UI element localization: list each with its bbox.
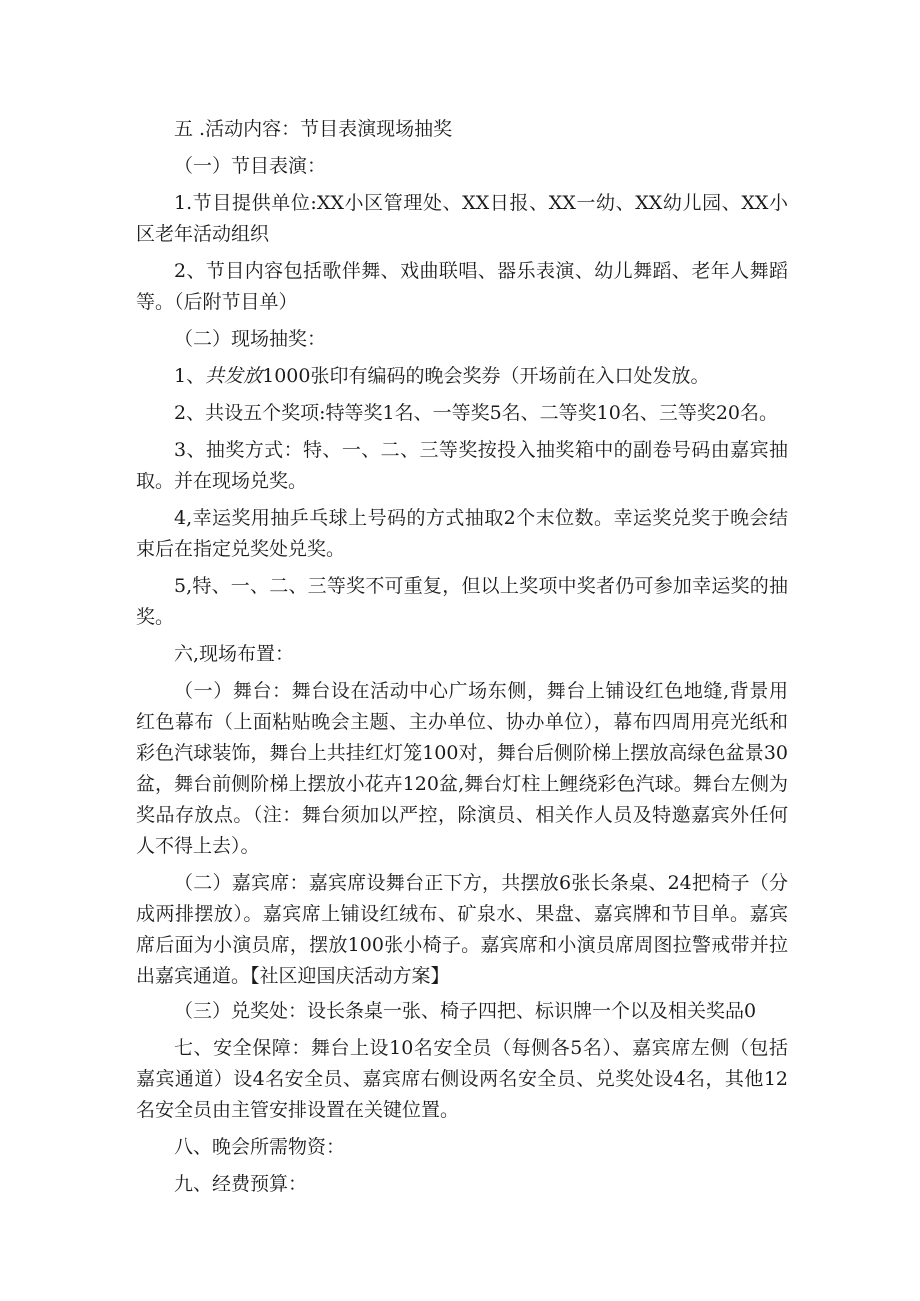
section-heading-activity-content: 五 .活动内容：节目表演现场抽奖: [174, 118, 453, 140]
document-body: [136, 114, 788, 1200]
paragraph-guest-seating: （二）嘉宾席：嘉宾席设舞台正下方，共摆放6张长条桌、24把椅子（分成两排摆放）。嘉宾席上铺设红绒布、矿泉水、果盘、嘉宾牌和节目单。嘉宾席后面为小演员席，摆放100张小椅子。嘉宾席和小演员席周图拉警戒带并拉出嘉宾通道。【社区迎国庆活动方案】: [136, 872, 788, 987]
subheading-lottery: （二）现场抽奖：: [174, 328, 327, 350]
subheading-performance: （一）节目表演：: [174, 155, 327, 177]
ticket-text: 1000张印有编码的晚会奖券（开场前在入口处发放。: [262, 365, 710, 387]
section-heading-site-layout: 六,现场布置：: [174, 643, 295, 665]
paragraph-program-content: 2、节目内容包括歌伴舞、戏曲联唱、器乐表演、幼儿舞蹈、老年人舞蹈等。（后附节目单）: [136, 260, 788, 313]
paragraph-lucky-prize: 4,幸运奖用抽乒乓球上号码的方式抽取2个末位数。幸运奖兑奖于晚会结束后在指定兑奖处兑奖。: [136, 507, 788, 560]
ticket-italic-text: 共发放: [205, 365, 263, 387]
section-heading-supplies: 八、晚会所需物资：: [174, 1136, 346, 1158]
paragraph-prize-levels: 2、共设五个奖项:特等奖1名、一等奖5名、二等奖10名、三等奖20名。: [174, 402, 779, 424]
paragraph-lottery-tickets: [136, 361, 788, 392]
paragraph-security: 七、安全保障：舞台上设10名安全员（每侧各5名）、嘉宾席左侧（包括嘉宾通道）设4名安全员、嘉宾席右侧设两名安全员、兑奖处设4名，其他12名安全员由主管安排设置在关键位置。: [136, 1037, 788, 1121]
paragraph-performers: 1.节目提供单位:XX小区管理处、XX日报、XX一幼、XX幼儿园、XX小区老年活动组织: [136, 192, 788, 245]
paragraph-no-repeat: 5,特、一、二、三等奖不可重复，但以上奖项中奖者仍可参加幸运奖的抽奖。: [136, 575, 788, 628]
ticket-item-number: 1、: [174, 365, 206, 387]
paragraph-prize-desk: （三）兑奖处：设长条桌一张、椅子四把、标识牌一个以及相关奖品0: [174, 1000, 757, 1022]
paragraph-stage: （一）舞台：舞台设在活动中心广场东侧，舞台上铺设红色地缝,背景用红色幕布（上面粘贴晚会主题、主办单位、协办单位），幕布四周用亮光纸和彩色汽球装饰，舞台上共挂红灯笼100对，舞台后侧阶梯上摆放高绿色盆景30盆，舞台前侧阶梯上摆放小花卉120盆,舞台灯柱上鲤绕彩色汽球。舞台左侧为奖品存放点。（注：舞台须加以严控，除演员、相关作人员及特邀嘉宾外任何人不得上去）。: [136, 680, 788, 857]
section-heading-budget: 九、经费预算：: [174, 1173, 308, 1195]
paragraph-draw-method: 3、抽奖方式：特、一、二、三等奖按投入抽奖箱中的副卷号码由嘉宾抽取。并在现场兑奖。: [136, 439, 788, 492]
